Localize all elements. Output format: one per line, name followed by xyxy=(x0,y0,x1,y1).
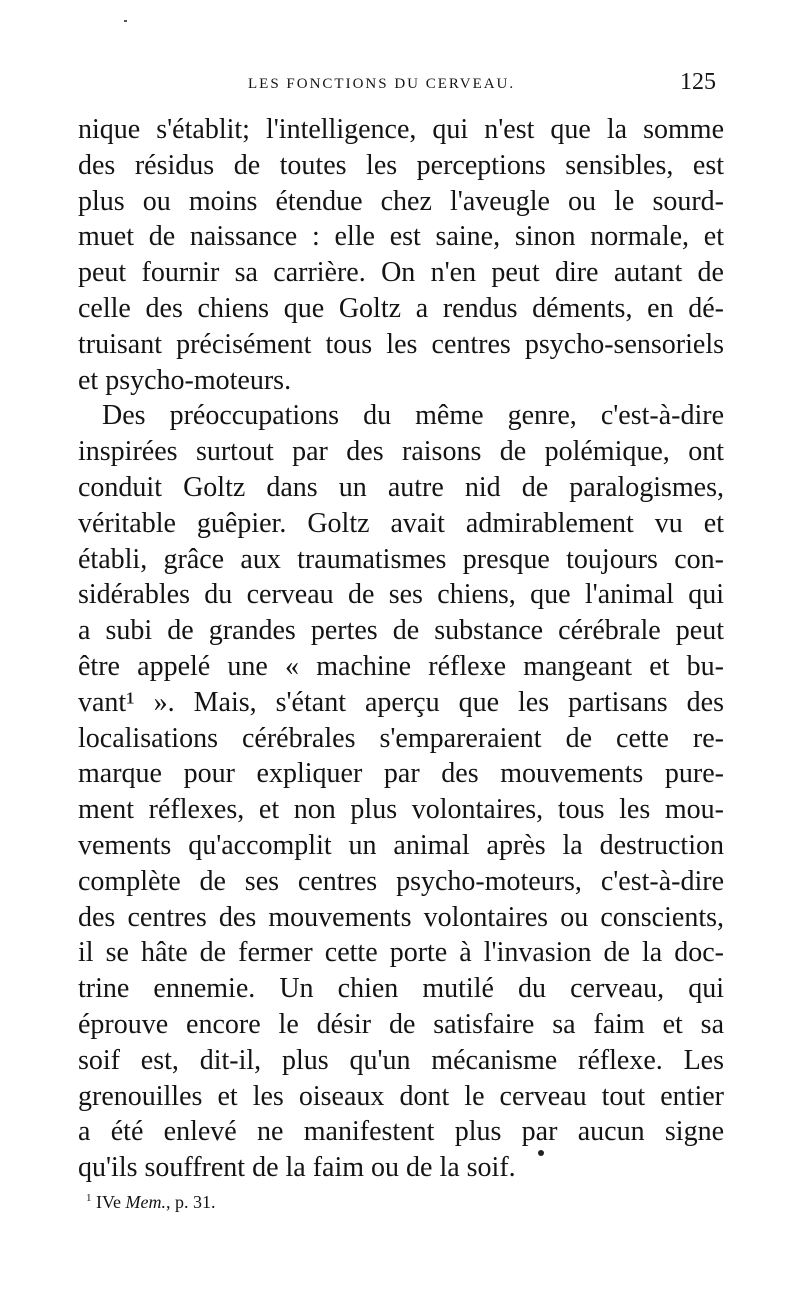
text-line: muet de naissance : elle est saine, sinon normale, et xyxy=(78,221,724,253)
text-line: grenouilles et les oiseaux dont le cerveau tout entier xyxy=(78,1080,724,1112)
paragraph-end-line: et psycho-moteurs. xyxy=(78,364,292,396)
text-line: celle des chiens que Goltz a rendus déments, en dé- xyxy=(78,292,724,324)
text-line: vant¹ ». Mais, s'étant aperçu que les partisans des xyxy=(78,686,724,718)
ink-speck xyxy=(538,1150,544,1156)
text-line: des centres des mouvements volontaires ou conscients, xyxy=(78,901,724,933)
text-line: trine ennemie. Un chien mutilé du cerveau, qui xyxy=(78,973,724,1005)
text-line: inspirées surtout par des raisons de polémique, ont xyxy=(78,436,724,468)
text-line: peut fournir sa carrière. On n'en peut dire autant de xyxy=(78,257,724,289)
paragraph-end-line: qu'ils souffrent de la faim ou de la soif. xyxy=(78,1152,516,1184)
text-line: localisations cérébrales s'empareraient de cette re- xyxy=(78,722,724,754)
text-line: vements qu'accomplit un animal après la destruction xyxy=(78,829,724,861)
text-line: sidérables du cerveau de ses chiens, que l'animal qui xyxy=(78,579,724,611)
running-header: LES FONCTIONS DU CERVEAU. xyxy=(248,76,516,92)
text-line: complète de ses centres psycho-moteurs, c'est-à-dire xyxy=(78,865,724,897)
text-line: véritable guêpier. Goltz avait admirablement vu et xyxy=(78,507,724,539)
text-line: conduit Goltz dans un autre nid de paralogismes, xyxy=(78,471,724,503)
text-line: éprouve encore le désir de satisfaire sa faim et sa xyxy=(78,1008,724,1040)
footnote-page-ref: , p. 31. xyxy=(165,1192,216,1212)
body-text xyxy=(78,112,724,1186)
text-line: des résidus de toutes les perceptions sensibles, est xyxy=(78,149,724,181)
footnote-volume: IVe xyxy=(96,1192,121,1212)
footnote-title: Mem. xyxy=(125,1192,166,1212)
text-line: plus ou moins étendue chez l'aveugle ou le sourd- xyxy=(78,185,724,217)
paragraph-start-line: Des préoccupations du même genre, c'est-à-dire xyxy=(102,400,724,432)
text-line: ment réflexes, et non plus volontaires, tous les mou- xyxy=(78,794,724,826)
page-number: 125 xyxy=(680,69,716,95)
footnote xyxy=(86,1192,215,1213)
text-line: marque pour expliquer par des mouvements pure- xyxy=(78,758,724,790)
text-line: être appelé une « machine réflexe mangeant et bu- xyxy=(78,650,724,682)
footnote-marker: 1 xyxy=(86,1192,92,1204)
text-line: a été enlevé ne manifestent plus par aucun signe xyxy=(78,1116,724,1148)
text-line: nique s'établit; l'intelligence, qui n'est que la somme xyxy=(78,114,724,145)
ink-speck xyxy=(124,20,127,22)
text-line: truisant précisément tous les centres psycho-sensoriels xyxy=(78,328,724,360)
text-line: il se hâte de fermer cette porte à l'invasion de la doc- xyxy=(78,937,724,969)
text-line: soif est, dit-il, plus qu'un mécanisme réflexe. Les xyxy=(78,1044,724,1076)
text-line: a subi de grandes pertes de substance cérébrale peut xyxy=(78,615,724,647)
text-line: établi, grâce aux traumatismes presque toujours con- xyxy=(78,543,724,575)
